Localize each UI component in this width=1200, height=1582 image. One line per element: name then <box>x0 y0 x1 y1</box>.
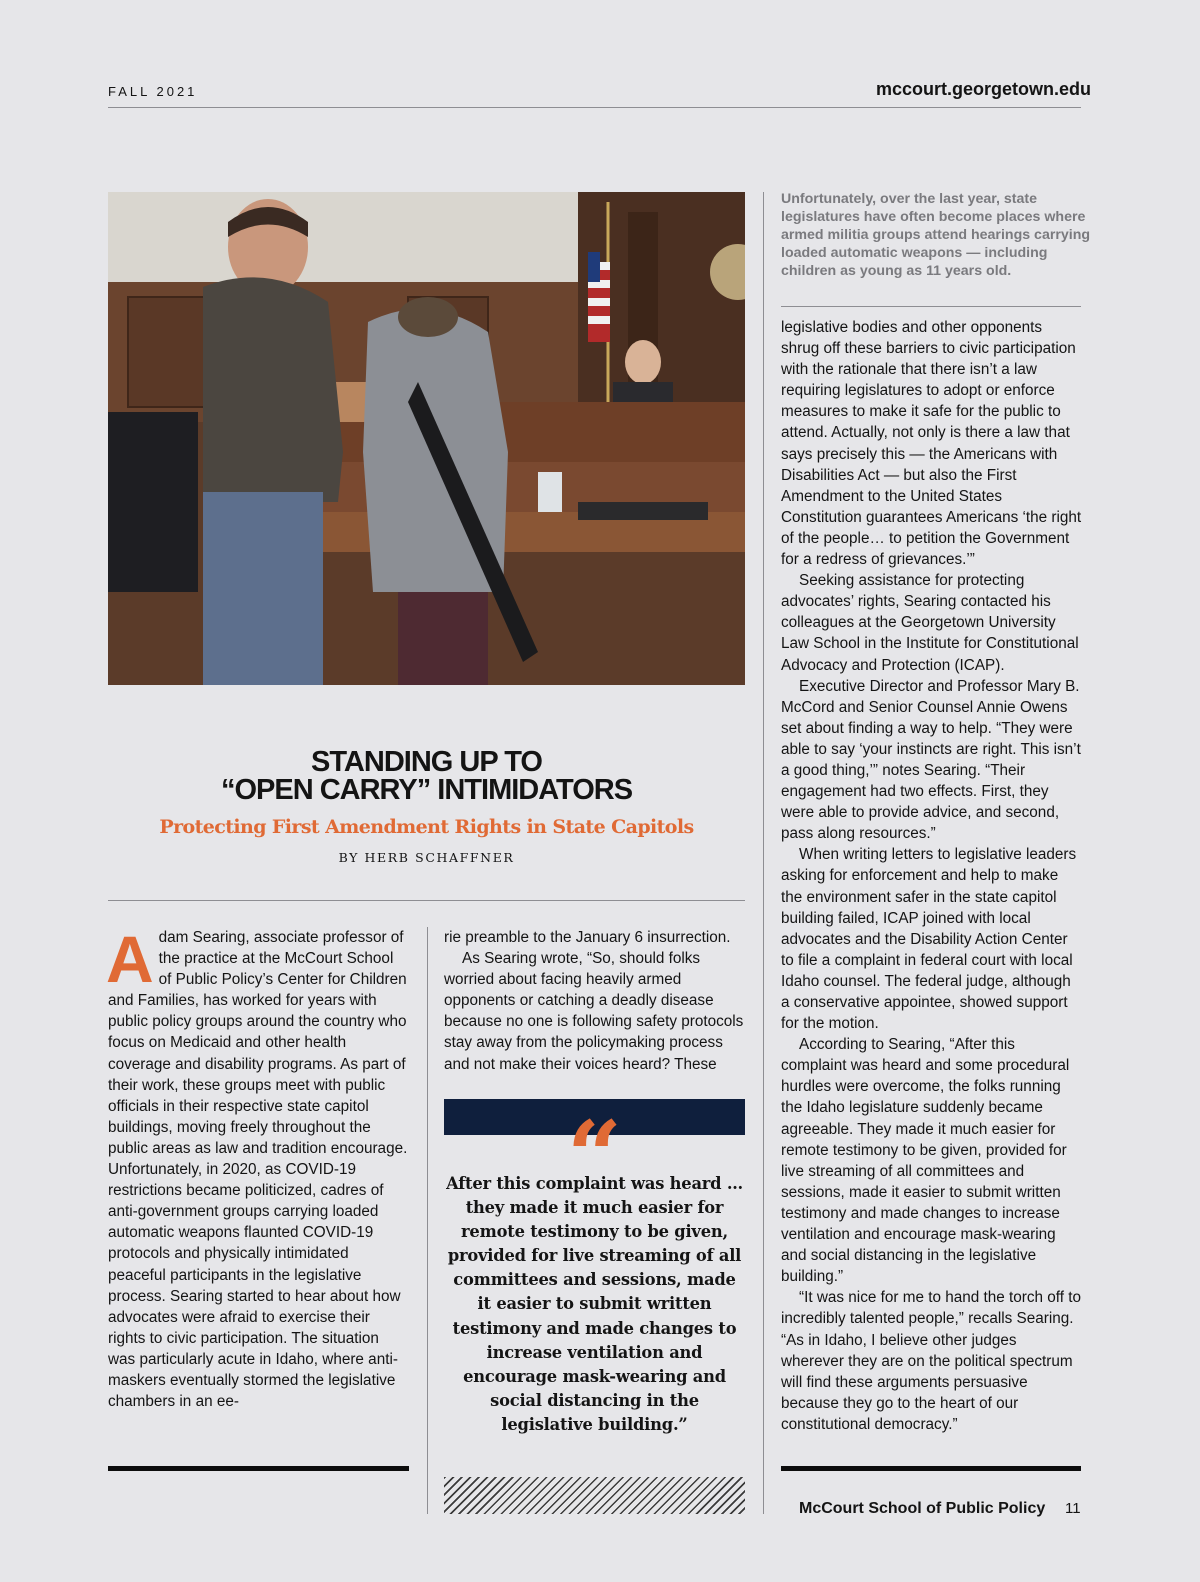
site-url: mccourt.georgetown.edu <box>875 79 1091 99</box>
title-line-1: STANDING UP TO <box>311 746 542 778</box>
body-paragraph: As Searing wrote, “So, should folks worried about facing heavily armed opponents or catching a deadly disease because no one is following safety protocols stay away from the policymaking process and not make their voices heard? These <box>444 950 744 1073</box>
body-paragraph: legislative bodies and other opponents shrug off these barriers to civic participation with the rationale that there isn’t a law requiring legislatures to adopt or enforce measures to make it safe for the public to attend. Actually, not only is there a law that says precisely this — the Americans with Disabilities Act — but also the First Amendment to the United States Constitution guarantees Americans ‘the right of the people… to petition the Government for a redress of grievances.’” <box>781 319 1082 569</box>
body-paragraph: Seeking assistance for protecting advocates’ rights, Searing contacted his colleagues at the Georgetown University Law School in the Institute for Constitutional Advocacy and Protection (ICAP). <box>781 572 1079 674</box>
photo-illustration <box>108 192 745 685</box>
drop-cap: A <box>106 922 154 996</box>
quote-mark-icon: “ <box>566 1100 623 1213</box>
article-title <box>108 748 745 804</box>
pull-quote-rule <box>781 306 1081 307</box>
callout-quote: After this complaint was heard … they made it much easier for remote testimony to be given, provided for live streaming of all committees and sessions, made it easier to submit written testimony and made changes to increase ventilation and encourage mask-wearing and social distancing in the legislative building.” <box>446 1174 743 1434</box>
article-column-1 <box>106 922 410 1412</box>
pull-quote: Unfortunately, over the last year, state legislatures have often become places where armed militia groups attend hearings carrying loaded automatic weapons — including children as young as 11 years old. <box>781 191 1091 280</box>
body-paragraph: Executive Director and Professor Mary B. McCord and Senior Counsel Annie Owens set about finding a way to help. “They were able to say ‘your instincts are right. This isn’t a good thing,’” notes Searing. “Their engagement had two effects. First, they were able to provide advice, and second, pass along resources.” <box>781 677 1081 843</box>
column-3-end-bar <box>781 1466 1081 1471</box>
page-number: 11 <box>1065 1500 1081 1517</box>
body-paragraph: rie preamble to the January 6 insurrection. <box>444 929 731 946</box>
hatch-pattern <box>444 1477 745 1514</box>
body-paragraph: dam Searing, associate professor of the practice at the McCourt School of Public Policy’s Center for Children and Families, has worked for years with public policy groups around the country who focus on Medicaid and other health coverage and disability programs. As part of their work, these groups meet with public officials in their respective state capitol buildings, moving freely throughout the public areas as law and tradition encourage. Unfortunately, in 2020, as COVID-19 restrictions became politicized, cadres of anti-government groups carrying loaded automatic weapons flaunted COVID-19 protocols and physically intimidated peaceful participants in the legislative process. Searing started to hear about how advocates were afraid to exercise their rights to civic participation. The situation was particularly acute in Idaho, where anti-maskers eventually stormed the legislative chambers in an ee- <box>108 929 408 1411</box>
article-column-3 <box>781 317 1083 1435</box>
article-heading <box>108 748 745 865</box>
courtroom-photo <box>108 192 745 685</box>
article-subtitle: Protecting First Amendment Rights in State Capitols <box>159 816 694 838</box>
issue-season: FALL 2021 <box>108 84 198 99</box>
column-1-end-bar <box>108 1466 409 1471</box>
column-divider-2 <box>763 192 764 1514</box>
article-byline: BY HERB SCHAFFNER <box>338 850 515 865</box>
column-divider-1 <box>427 927 428 1514</box>
body-paragraph: When writing letters to legislative leaders asking for enforcement and help to make the environment safer in the state capitol building failed, ICAP joined with local advocates and the Disability Action Center to file a complaint in federal court with local Idaho counsel. The federal judge, although a conservative appointee, showed support for the motion. <box>781 846 1077 1033</box>
header-rule <box>108 107 1081 108</box>
footer-publisher: McCourt School of Public Policy <box>799 1500 1046 1517</box>
heading-rule <box>108 900 745 901</box>
body-paragraph: “It was nice for me to hand the torch off to incredibly talented people,” recalls Searing. “As in Idaho, I believe other judges wherever they are on the political spectrum will find these arguments persuasive because they go to the heart of our constitutional democracy.” <box>781 1289 1082 1433</box>
title-line-2: “OPEN CARRY” INTIMIDATORS <box>220 774 633 806</box>
article-column-2 <box>444 927 746 1075</box>
body-paragraph: According to Searing, “After this complaint was heard and some procedural hurdles were overcome, the folks running the Idaho legislature suddenly became agreeable. They made it much easier for remote testimony to be given, provided for live streaming of all committees and sessions, made it easier to submit written testimony and made changes to increase ventilation and encourage mask-wearing and social distancing in the legislative building.” <box>781 1036 1070 1286</box>
